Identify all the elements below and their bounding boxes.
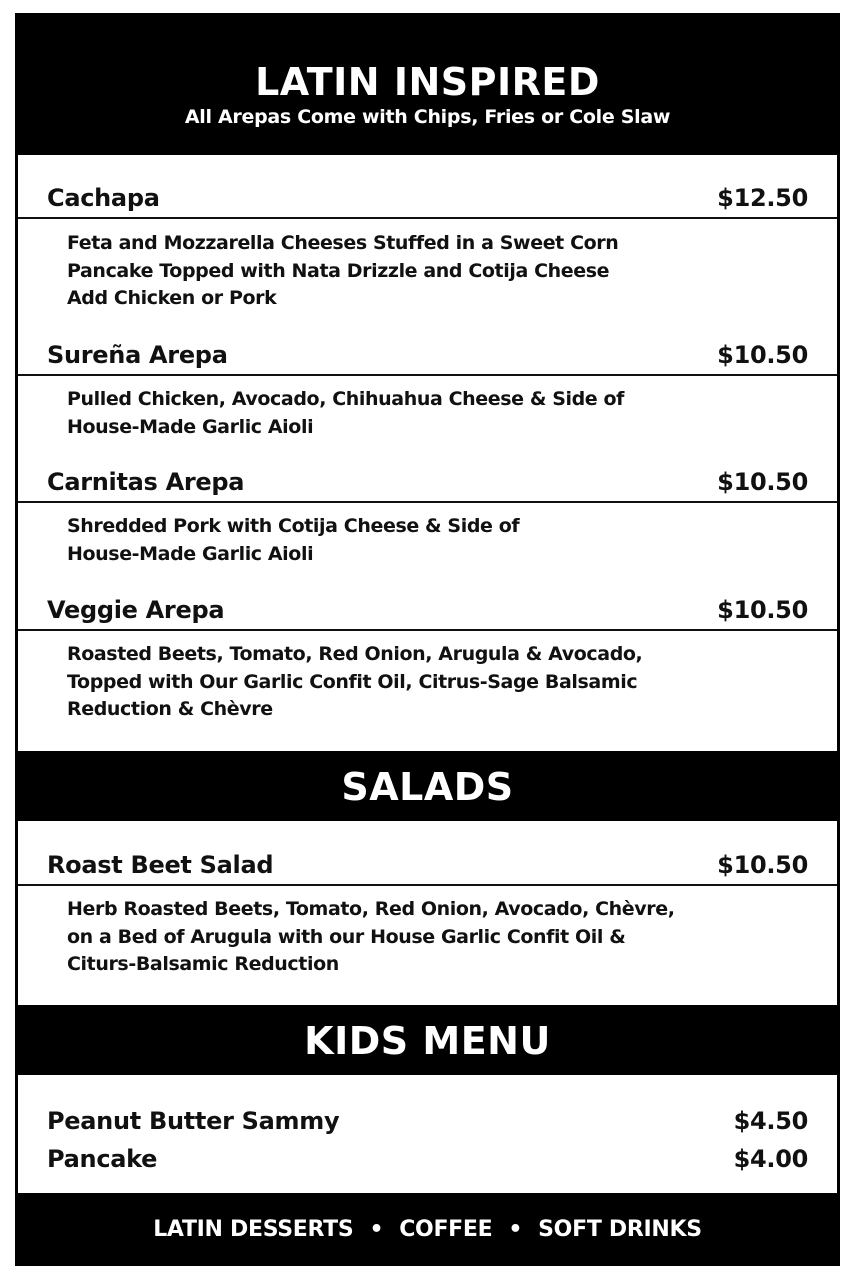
menu-item-header [18, 591, 837, 631]
description-line: Citurs-Balsamic Reduction [67, 953, 339, 975]
latin-items-panel [18, 155, 837, 751]
footer-item: SOFT DRINKS [538, 1217, 702, 1242]
description-line: on a Bed of Arugula with our House Garlic Confit Oil & [67, 925, 626, 948]
menu-board [15, 13, 840, 1266]
kids-section-header [15, 1005, 840, 1075]
menu-item-header [18, 1102, 837, 1136]
item-price: $4.50 [733, 1107, 808, 1135]
latin-section-title: LATIN INSPIRED [255, 60, 600, 104]
item-name: Peanut Butter Sammy [47, 1107, 340, 1135]
description-line: Add Chicken or Pork [67, 287, 277, 309]
description-line: Shredded Pork with Cotija Cheese & Side of [67, 515, 520, 537]
item-name: Cachapa [47, 184, 160, 212]
item-description [67, 641, 767, 724]
description-line: House-Made Garlic Aioli [67, 415, 314, 438]
item-name: Pancake [47, 1145, 158, 1173]
item-description [67, 386, 767, 441]
item-price: $10.50 [717, 468, 808, 496]
item-price: $10.50 [717, 596, 808, 624]
description-line: Pancake Topped with Nata Drizzle and Cotija Cheese [67, 259, 610, 282]
item-price: $10.50 [717, 341, 808, 369]
item-name: Carnitas Arepa [47, 468, 245, 496]
item-price: $4.00 [733, 1145, 808, 1173]
item-description [67, 230, 767, 313]
footer-band [15, 1193, 840, 1266]
latin-section-header [15, 13, 840, 155]
menu-item-header [18, 179, 837, 219]
separator-dot: • [508, 1217, 523, 1242]
kids-items-panel [18, 1075, 837, 1193]
footer-list [15, 1215, 840, 1245]
description-line: Pulled Chicken, Avocado, Chihuahua Cheese & Side of [67, 388, 625, 410]
kids-section-title: KIDS MENU [304, 1019, 551, 1063]
item-description [67, 896, 767, 979]
item-name: Roast Beet Salad [47, 851, 274, 879]
item-name: Sureña Arepa [47, 341, 228, 369]
description-line: Roasted Beets, Tomato, Red Onion, Arugula & Avocado, [67, 643, 643, 665]
menu-item-header [18, 1140, 837, 1174]
separator-dot: • [369, 1217, 384, 1242]
item-description [67, 513, 767, 568]
salads-section-title: SALADS [341, 765, 514, 809]
description-line: Reduction & Chèvre [67, 698, 273, 720]
description-line: Feta and Mozzarella Cheeses Stuffed in a Sweet Corn [67, 232, 619, 254]
item-name: Veggie Arepa [47, 596, 225, 624]
menu-item-header [18, 463, 837, 503]
salads-section-header [15, 751, 840, 821]
description-line: House-Made Garlic Aioli [67, 542, 314, 565]
menu-item-header [18, 846, 837, 886]
footer-item: LATIN DESSERTS [153, 1217, 354, 1242]
description-line: Topped with Our Garlic Confit Oil, Citrus-Sage Balsamic [67, 670, 638, 693]
footer-item: COFFEE [399, 1217, 493, 1242]
item-price: $10.50 [717, 851, 808, 879]
salads-items-panel [18, 821, 837, 1005]
item-price: $12.50 [717, 184, 808, 212]
latin-section-subtitle: All Arepas Come with Chips, Fries or Cole Slaw [184, 106, 671, 128]
description-line: Herb Roasted Beets, Tomato, Red Onion, Avocado, Chèvre, [67, 898, 675, 920]
menu-item-header [18, 336, 837, 376]
